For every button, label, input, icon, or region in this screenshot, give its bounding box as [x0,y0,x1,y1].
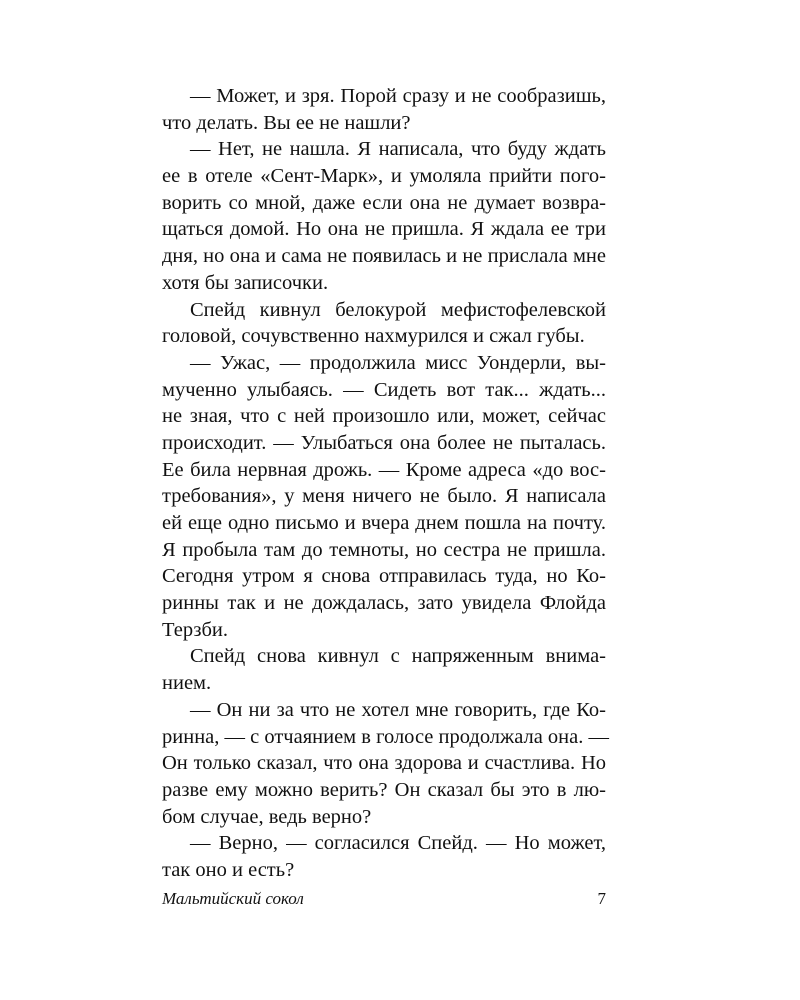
text-line: бом случае, ведь верно? [162,805,372,828]
text-line: происходит. — Улыбаться она более не пыталась. [162,431,606,454]
text-line: ринны так и не дождалась, зато увидела Флойда [162,592,606,615]
running-title: Мальтийский сокол [162,889,304,908]
text-line: нием. [162,672,212,695]
text-line: — Верно, — согласился Спейд. — Но может, [190,832,606,855]
text-line: Спейд снова кивнул с напряженным внима- [190,645,606,668]
text-line: — Может, и зря. Порой сразу и не сообразишь, [190,85,606,107]
text-line: головой, сочувственно нахмурился и сжал губы. [162,325,585,348]
text-line: Он только сказал, что она здорова и счастлива. Но [162,752,606,775]
text-line: Я пробыла там до темноты, но сестра не пришла. [162,538,606,561]
text-line: ей еще одно письмо и вчера днем пошла на почту. [162,512,606,534]
text-line: мученно улыбаясь. — Сидеть вот так... ждать... [162,378,606,401]
text-line: — Ужас, — продолжила мисс Уондерли, вы- [190,351,606,374]
text-line: дня, но она и сама не появилась и не прислала мне [162,245,606,268]
text-line: — Нет, не нашла. Я написала, что буду ждать [190,138,606,161]
text-line: разве ему можно верить? Он сказал бы это в лю- [162,778,606,801]
text-line: ворить со мной, даже если она не думает возвра- [162,191,606,214]
text-line: щаться домой. Но она не пришла. Я ждала ее три [162,218,606,241]
text-line: так оно и есть? [162,858,295,881]
text-line: Терзби. [162,618,228,641]
text-line: хотя бы записочки. [162,271,329,294]
text-line: не зная, что с ней произошло или, может, сейчас [162,405,606,428]
text-line: Спейд кивнул белокурой мефистофелевской [190,298,606,321]
text-line: Сегодня утром я снова отправилась туда, но Ко- [162,565,606,588]
page-number: 7 [597,889,606,908]
text-line: Ее била нервная дрожь. — Кроме адреса «до вос- [162,458,606,481]
text-line: — Он ни за что не хотел мне говорить, где Ко- [190,698,606,721]
text-line: ее в отеле «Сент-Марк», и умоляла прийти пого- [162,165,606,188]
page-body-text [162,83,610,884]
page-footer [162,889,606,913]
text-line: ринна, — с отчаянием в голосе продолжала она. — [162,725,610,748]
text-line: требования», у меня ничего не было. Я написала [162,485,606,508]
text-line: что делать. Вы ее не нашли? [162,111,411,134]
